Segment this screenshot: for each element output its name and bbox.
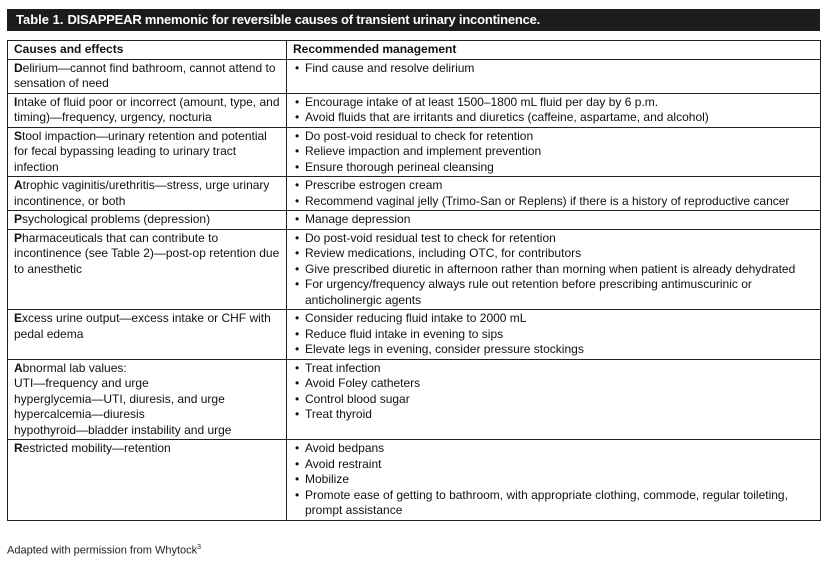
management-item [293,231,814,247]
management-cell [287,93,821,127]
bullet-icon: • [295,230,300,245]
management-cell [287,127,821,177]
management-item [293,160,814,176]
management-text: Avoid restraint [305,456,382,471]
mnemonic-letter: A [14,178,23,192]
bullet-icon: • [295,178,300,192]
cause-cell [8,59,287,93]
management-item [293,441,814,457]
table-row [8,127,821,177]
management-text: Reduce fluid intake in evening to sips [305,326,504,341]
cause-cell [8,229,287,310]
bullet-icon: • [295,128,300,143]
management-text: Avoid Foley catheters [305,376,421,390]
management-item [293,327,814,343]
footnote [7,544,201,557]
mnemonic-letter: P [14,230,23,245]
management-text: Do post-void residual test to check for retention [305,230,556,245]
table-body [8,59,821,520]
management-text: Review medications, including OTC, for contributors [305,246,582,260]
management-text: Mobilize [305,472,350,486]
management-cell [287,359,821,440]
bullet-icon: • [295,144,300,158]
mnemonic-letter: A [14,360,23,375]
footnote-text: Adapted with permission from Whytock [7,544,198,557]
management-cell [287,229,821,310]
management-item [293,311,814,327]
management-item [293,376,814,392]
management-text: Find cause and resolve delirium [305,60,475,75]
management-text: Give prescribed diuretic in afternoon rather than morning when patient is already dehydrated [305,261,796,276]
management-cell [287,440,821,521]
cause-text: tool impaction—urinary retention and potential for fecal bypassing leading to urinary tract infection [14,128,267,174]
table-row [8,359,821,440]
cause-subline: hypercalcemia—diuresis [14,407,145,421]
bullet-icon: • [295,261,300,276]
cause-text: trophic vaginitis/urethritis—stress, urge urinary incontinence, or both [14,178,270,208]
bullet-icon: • [295,360,300,375]
management-text: Elevate legs in evening, consider pressure stockings [305,342,584,356]
mnemonic-letter: D [14,60,23,75]
bullet-icon: • [295,487,300,502]
bullet-icon: • [295,407,300,421]
bullet-icon: • [295,342,300,356]
cause-subline: hypothyroid—bladder instability and urge [14,422,232,437]
management-text: Manage depression [305,212,411,226]
bullet-icon: • [295,110,300,124]
bullet-icon: • [295,441,300,455]
management-cell [287,177,821,211]
cause-cell [8,211,287,230]
bullet-icon: • [295,212,300,226]
table-row [8,310,821,360]
management-text: Avoid fluids that are irritants and diuretics (caffeine, aspartame, and alcohol) [305,110,709,124]
management-item [293,95,814,111]
management-text: For urgency/frequency always rule out retention before prescribing antimuscurinic or anticholinergic agents [305,277,752,307]
causes-table [7,40,821,521]
management-text: Treat infection [305,360,381,375]
table-number: Table 1. [16,12,64,27]
cause-cell [8,93,287,127]
mnemonic-letter: I [14,94,18,109]
management-item [293,178,814,194]
management-text: Ensure thorough perineal cleansing [305,159,494,174]
table-row [8,211,821,230]
header-row [8,41,821,60]
management-item [293,488,814,519]
cause-subline: UTI—frequency and urge [14,376,149,390]
table-row [8,229,821,310]
management-item [293,472,814,488]
management-item [293,361,814,377]
bullet-icon: • [295,376,300,390]
management-item [293,277,814,308]
column-header-management: Recommended management [287,41,821,60]
management-item [293,407,814,423]
management-text: Promote ease of getting to bathroom, with appropriate clothing, commode, regular toileting, prompt assistance [305,487,788,517]
management-text: Encourage intake of at least 1500–1800 mL fluid per day by 6 p.m. [305,94,659,109]
mnemonic-letter: R [14,441,23,455]
management-text: Consider reducing fluid intake to 2000 mL [305,311,527,325]
table-row [8,93,821,127]
management-text: Recommend vaginal jelly (Trimo-San or Replens) if there is a history of reproductive cancer [305,193,790,208]
bullet-icon: • [295,277,300,291]
cause-cell [8,310,287,360]
bullet-icon: • [295,159,300,174]
management-cell [287,211,821,230]
footnote-ref: 3 [197,544,202,551]
cause-text: ntake of fluid poor or incorrect (amount, type, and timing)—frequency, urgency, nocturia [14,94,280,124]
management-item [293,129,814,145]
cause-text: estricted mobility—retention [22,441,171,455]
management-item [293,246,814,262]
management-text: Do post-void residual to check for retention [305,128,534,143]
cause-text: sychological problems (depression) [22,212,211,226]
cause-text: xcess urine output—excess intake or CHF with pedal edema [14,311,271,341]
table-row [8,177,821,211]
mnemonic-letter: P [14,212,23,226]
bullet-icon: • [295,311,300,325]
management-item [293,194,814,210]
bullet-icon: • [295,391,300,406]
management-cell [287,310,821,360]
bullet-icon: • [295,60,300,75]
cause-cell [8,127,287,177]
bullet-icon: • [295,326,300,341]
management-item [293,457,814,473]
bullet-icon: • [295,456,300,471]
mnemonic-letter: E [14,311,23,325]
cause-text: harmaceuticals that can contribute to incontinence (see Table 2)—post-op retention due to anesthetic [14,230,280,276]
management-item [293,262,814,278]
column-header-causes: Causes and effects [8,41,287,60]
management-item [293,110,814,126]
management-item [293,212,814,228]
mnemonic-letter: S [14,128,23,143]
management-text: Relieve impaction and implement prevention [305,144,542,158]
cause-cell [8,177,287,211]
bullet-icon: • [295,94,300,109]
management-item [293,144,814,160]
management-item [293,61,814,77]
cause-text: elirium—cannot find bathroom, cannot attend to sensation of need [14,60,276,90]
cause-subline: hyperglycemia—UTI, diuresis, and urge [14,391,225,406]
management-cell [287,59,821,93]
table-row [8,440,821,521]
management-text: Treat thyroid [305,407,372,421]
management-item [293,392,814,408]
management-text: Avoid bedpans [305,441,385,455]
bullet-icon: • [295,472,300,486]
table-title-bar [7,9,820,31]
bullet-icon: • [295,193,300,208]
management-text: Control blood sugar [305,391,410,406]
table-title: DISAPPEAR mnemonic for reversible causes of transient urinary incontinence. [67,12,541,27]
bullet-icon: • [295,246,300,260]
management-text: Prescribe estrogen cream [305,178,443,192]
cause-cell [8,359,287,440]
management-item [293,342,814,358]
table-row [8,59,821,93]
cause-text: bnormal lab values: [22,360,127,375]
cause-cell [8,440,287,521]
